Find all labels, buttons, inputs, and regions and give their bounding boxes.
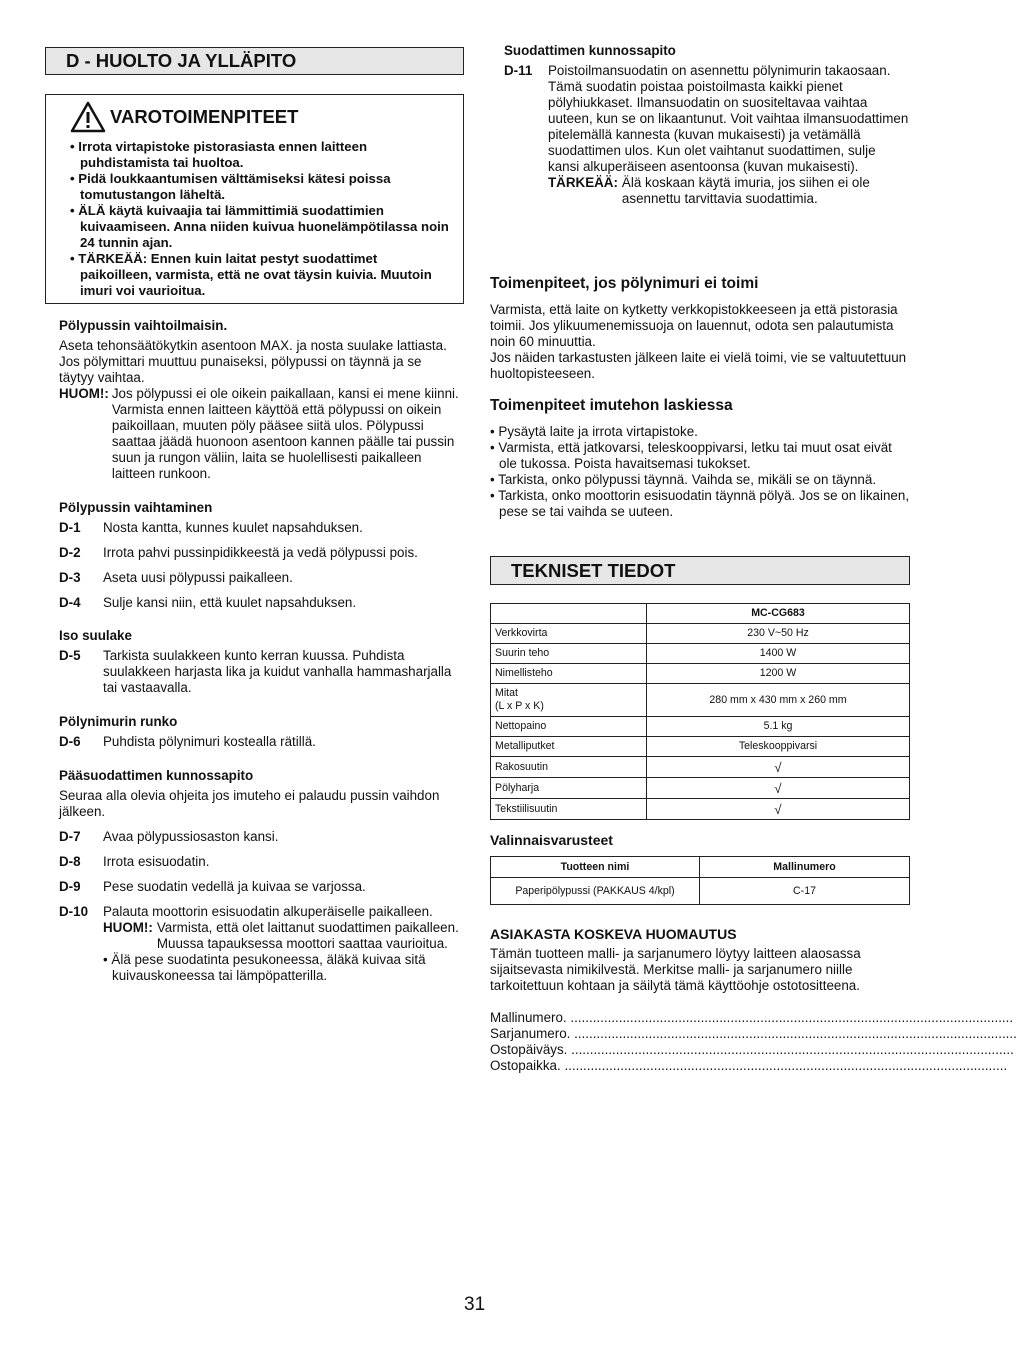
customer-heading: ASIAKASTA KOSKEVA HUOMAUTUS [490,926,737,942]
section-title-tech: TEKNISET TIEDOT [490,556,910,585]
table-row [491,604,910,624]
table-row: Mitat (L x P x K) 280 mm x 430 mm x 260 mm [491,684,910,717]
step-d1: D-1 Nosta kantta, kunnes kuulet napsahduksen. [59,520,363,535]
not-working-text: Jos näiden tarkastusten jälkeen laite ei vielä toimi, vie se valtuutettuun huoltopisteeseen. [490,350,907,381]
table-row: Nettopaino 5.1 kg [491,717,910,737]
step-d9: D-9 Pese suodatin vedellä ja kuivaa se varjossa. [59,879,366,894]
step-d7: D-7 Avaa pölypussiosaston kansi. [59,829,279,844]
table-row: Verkkovirta 230 V~50 Hz [491,624,910,644]
warning-item: • Pidä loukkaantumisen välttämiseksi kätesi poissa tomutustangon läheltä. [70,171,391,202]
bag-indicator-text: Aseta tehonsäätökytkin asentoon MAX. ja nosta suulake lattiasta. Jos pölymittari muuttuu punaiseksi, pölypussi on täynnä ja se täytyy vaihtaa. [59,338,447,385]
step-d10: D-10 Palauta moottorin esisuodatin alkuperäiselle paikalleen. HUOM!: Varmista, että olet laittanut suodattimen paikalleen. Muussa tapauksessa moottori saattaa vaurioitua. • Älä pese suodatinta pesukoneessa, äläkä kuivaa sitä kuivauskoneessa tai lämpöpatterilla. [59,904,459,983]
step-d6: D-6 Puhdista pölynimuri kostealla rätillä. [59,734,316,749]
note-text: Jos pölypussi ei ole oikein paikallaan, kansi ei mene kiinni. Varmista ennen laitteen käyttöä että pölypussi on oikein paikoillaan, muuten pöly pääsee siitä ulos. Pölypussi saattaa jäädä huonoon asentoon kannen päälle tai pussin suun ja rungon väliin, laita se huolellisesti paikalleen laitteen runkoon. [111,386,459,481]
suction-bullet: • Pysäytä laite ja irrota virtapistoke. [490,424,698,439]
spec-table [490,603,910,820]
step-d3: D-3 Aseta uusi pölypussi paikalleen. [59,570,293,585]
note-label: HUOM!: [59,386,109,401]
note-text: Varmista, että olet laittanut suodattimen paikalleen. Muussa tapauksessa moottori saattaa vaurioitua. [156,920,459,951]
filter-heading: Suodattimen kunnossapito [504,43,676,58]
bag-change-heading: Pölypussin vaihtaminen [59,500,213,515]
model-header: MC-CG683 [647,604,910,624]
table-row: Paperipölypussi (PAKKAUS 4/kpl) C-17 [491,878,910,905]
accessories-table [490,856,910,905]
purchase-date-field: Ostopäiväys. ....................................................................................................................... [490,1042,1014,1057]
not-working-text: Varmista, että laite on kytketty verkkopistokkeeseen ja että pistorasia toimii. Jos ylikuumenemissuoja on lauennut, odota sen palautumista noin 60 minuuttia. [490,302,898,349]
section-title-maintenance: D - HUOLTO JA YLLÄPITO [45,47,464,75]
table-row: Tuotteen nimi Mallinumero [491,857,910,878]
step-d11: D-11 Poistoilmansuodatin on asennettu pölynimurin takaosaan. Tämä suodatin poistaa poistoilmasta kaikki pienet pölyhiukkaset. Ilmansuodatin on suositeltavaa vaihtaa uuteen, kun se on likaantunut. Voit vaihtaa ilmansuodattimen pitelemällä kannesta (kuvan mukaisesti) ja vetämällä suodattimen ulos. Kun olet vaihtanut suodattimen, sulje kansi alkuperäiseen asentoonsa (kuvan mukaisesti). TÄRKEÄÄ: Älä koskaan käytä imuria, jos siihen ei ole asennettu tarvittavia suodattimia. [504,63,909,206]
suction-heading: Toimenpiteet imutehon laskiessa [490,397,733,414]
accessories-heading: Valinnaisvarusteet [490,832,613,848]
table-row: Tekstiilisuutin √ [491,799,910,820]
warning-icon [70,101,106,133]
bag-indicator-heading: Pölypussin vaihtoilmaisin. [59,318,228,333]
main-filter-intro: Seuraa alla olevia ohjeita jos imuteho ei palaudu pussin vaihdon jälkeen. [59,788,440,819]
main-filter-heading: Pääsuodattimen kunnossapito [59,768,254,783]
table-row: Suurin teho 1400 W [491,644,910,664]
suction-bullet: • Tarkista, onko pölypussi täynnä. Vaihda se, mikäli se on täynnä. [490,472,877,487]
step-d8: D-8 Irrota esisuodatin. [59,854,210,869]
suction-bullet: • Varmista, että jatkovarsi, teleskooppivarsi, letku tai muut osat eivät ole tukossa. Poista havaitsemasi tukokset. [490,440,892,471]
table-row: Metalliputket Teleskooppivarsi [491,737,910,757]
important-text: Älä koskaan käytä imuria, jos siihen ei ole asennettu tarvittavia suodattimia. [621,175,870,206]
note-label: HUOM!: [103,920,153,935]
nozzle-heading: Iso suulake [59,628,132,643]
table-row: Nimellisteho 1200 W [491,664,910,684]
model-number-field: Mallinumero. ....................................................................................................................... [490,1010,1014,1025]
purchase-place-field: Ostopaikka. ....................................................................................................................... [490,1058,1008,1073]
important-label: TÄRKEÄÄ: [548,175,618,190]
body-heading: Pölynimurin runko [59,714,178,729]
serial-number-field: Sarjanumero. ....................................................................................................................... [490,1026,1017,1041]
step-d5: D-5 Tarkista suulakkeen kunto kerran kuussa. Puhdista suulakkeen harjasta lika ja kuidut vanhalla hammasharjalla tai vastaavalla. [59,648,452,695]
step-d4: D-4 Sulje kansi niin, että kuulet napsahduksen. [59,595,357,610]
table-row: Pölyharja √ [491,778,910,799]
not-working-heading: Toimenpiteet, jos pölynimuri ei toimi [490,275,759,292]
page-number: 31 [464,1294,486,1315]
warning-title: VAROTOIMENPITEET [70,101,451,133]
customer-text: Tämän tuotteen malli- ja sarjanumero löytyy laitteen alaosassa sijaitsevasta nimikilvestä. Merkitse malli- ja sarjanumero niille tarkoitettuun kohtaan ja säilytä tämä käyttöohje ostotositteena. [490,946,861,993]
suction-bullet: • Tarkista, onko moottorin esisuodatin täynnä pölyä. Jos se on likainen, pese se tai vaihda se uuteen. [490,488,910,519]
warning-item: • ÄLÄ käytä kuivaajia tai lämmittimiä suodattimien kuivaamiseen. Anna niiden kuivua huonelämpötilassa noin 24 tunnin ajan. [70,203,449,250]
warning-item: • TÄRKEÄÄ: Ennen kuin laitat pestyt suodattimet paikoilleen, varmista, että ne ovat täysin kuivia. Muutoin imuri voi vaurioitua. [70,251,432,298]
warning-box [45,94,464,304]
warning-item: • Irrota virtapistoke pistorasiasta ennen laitteen puhdistamista tai huoltoa. [70,139,368,170]
step-d2: D-2 Irrota pahvi pussinpidikkeestä ja vedä pölypussi pois. [59,545,418,560]
d10-bullet: • Älä pese suodatinta pesukoneessa, äläkä kuivaa sitä kuivauskoneessa tai lämpöpatterilla. [103,952,426,983]
table-row: Rakosuutin √ [491,757,910,778]
